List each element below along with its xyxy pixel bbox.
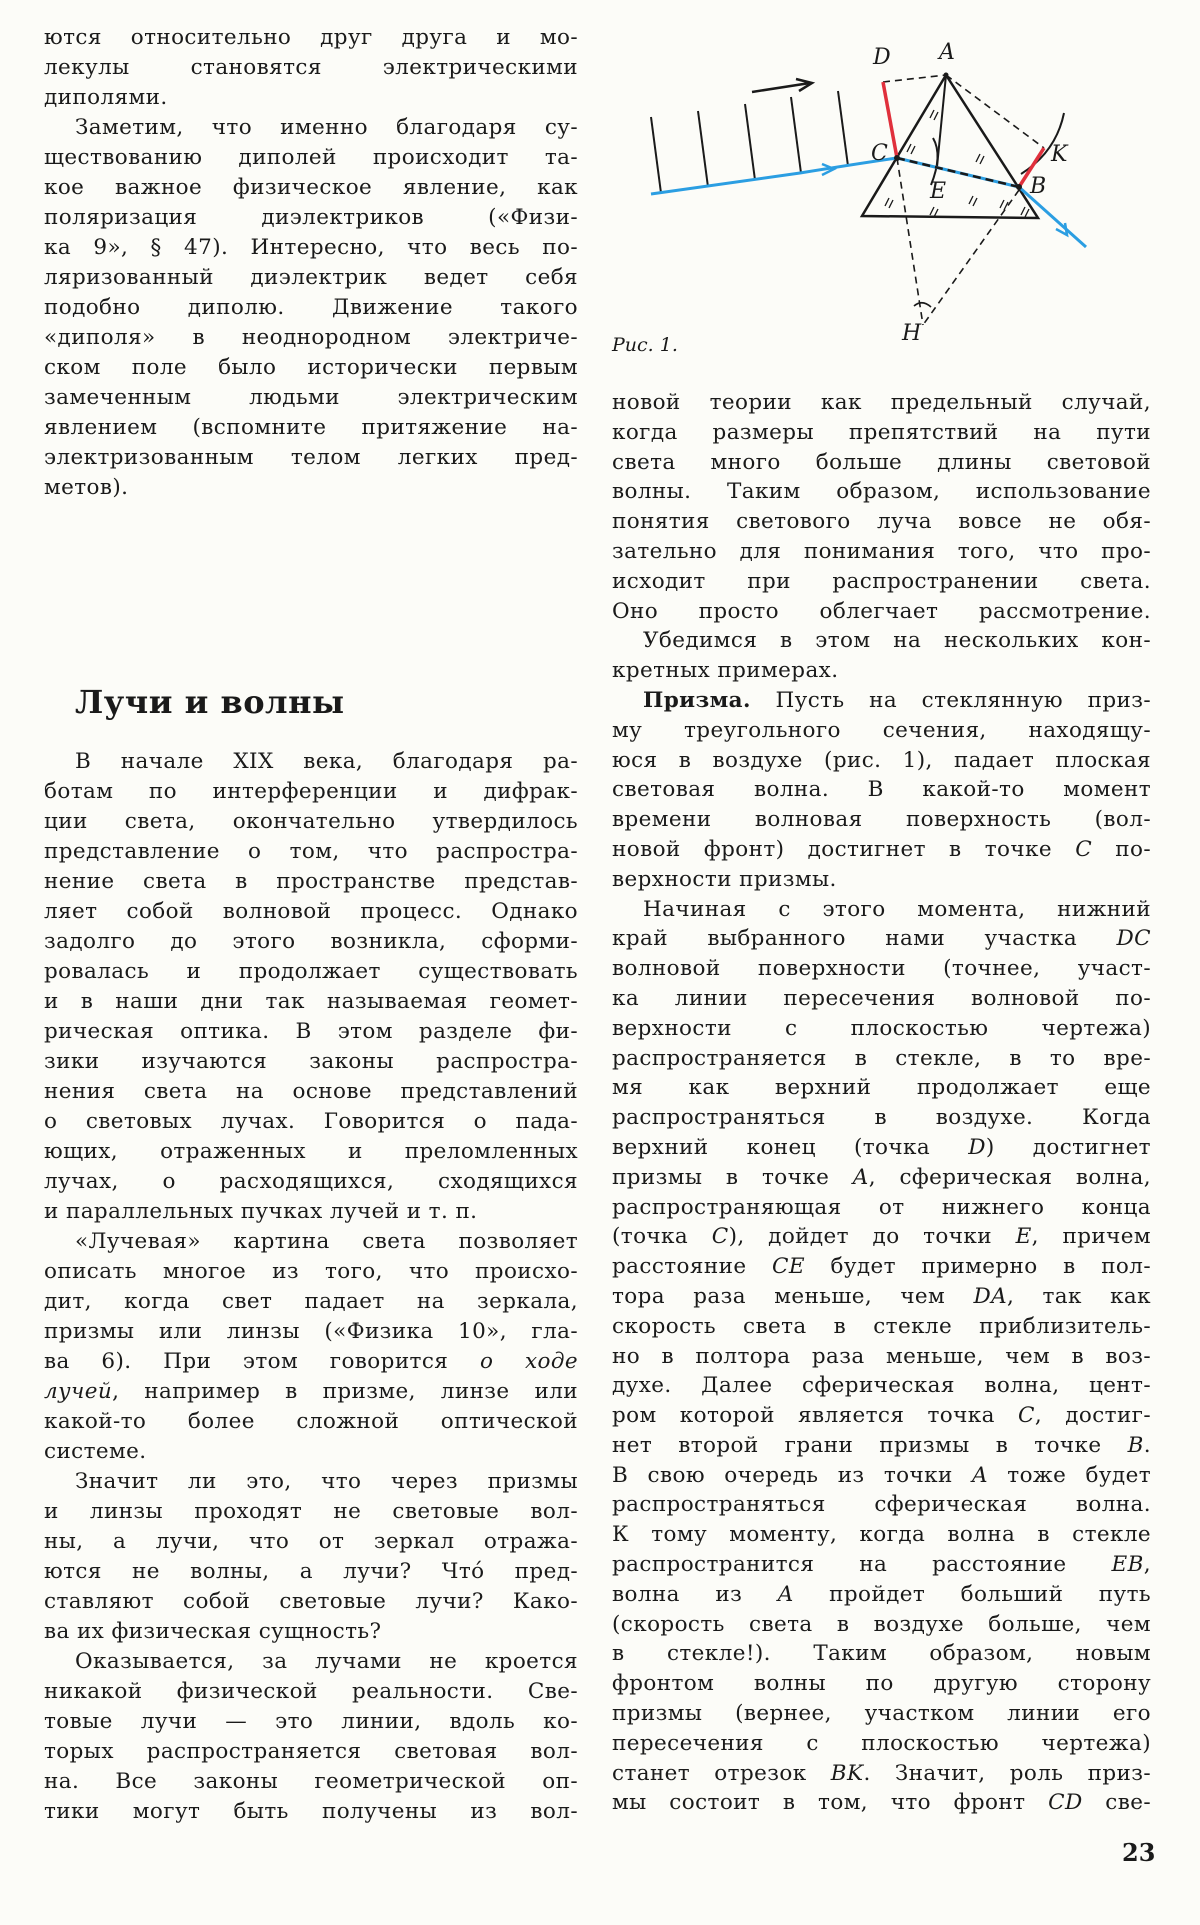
text-line: описать многое из того, что происхо- [44,1259,578,1284]
incident-ray [651,158,897,194]
italic-term: B [1127,1432,1144,1458]
paragraph [44,1227,578,1467]
text-line: лекулы становятся электрическими [44,55,578,80]
paragraph [44,747,578,1227]
text-line: волна из A пройдет больший путь [612,1581,1151,1607]
text-line: кретных примерах. [612,658,839,684]
text-line: Начиная с этого момента, нижний [643,896,1151,922]
paragraph [612,388,1151,626]
text-line: скорость света в стекле приблизитель- [612,1313,1151,1339]
italic-term: C [1075,836,1093,862]
paragraph [44,1467,578,1647]
text-line: тики могут быть получены из вол- [44,1799,578,1824]
text-line: ются не волны, а лучи? Чтó пред- [44,1559,578,1584]
paragraph [44,113,578,503]
text-line: электризованным телом легких пред- [44,445,578,470]
text-line: призмы или линзы («Физика 10», гла- [44,1319,578,1344]
text-line: К тому моменту, когда волна в стекле [612,1522,1151,1548]
text-line: на. Все законы геометрической оп- [44,1769,578,1794]
text-line: станет отрезок BK. Значит, роль приз- [612,1760,1151,1786]
text-line: Значит ли это, что через призмы [75,1469,578,1494]
text-line: ставляют собой световые лучи? Како- [44,1589,578,1614]
direction-arrow-icon [752,79,812,92]
text-line: и в наши дни так называемая геомет- [44,989,578,1014]
text-line: ва 6). При этом говорится о ходе [44,1349,578,1374]
text-line: верхности призмы. [612,866,837,892]
text-line: исходит при распространении света. [612,568,1151,594]
paragraph [612,895,1151,1819]
text-line: край выбранного нами участка DC [612,926,1151,952]
text-line: представление о том, что распростра- [44,839,578,864]
text-line: ром которой является точка C, достиг- [612,1403,1152,1429]
text-line: «диполя» в неоднородном электриче- [44,325,578,350]
text-line: ющих, отраженных и преломленных [44,1139,578,1164]
text-line: В свою очередь из точки A тоже будет [612,1462,1151,1488]
italic-term: о ходе [479,1349,578,1374]
italic-term: DA [973,1283,1008,1309]
text-line: призмы (вернее, участком линии его [612,1701,1151,1727]
text-line: фронтом волны по другую сторону [612,1671,1151,1697]
text-line: (точка C), дойдет до точки E, причем [612,1224,1151,1250]
text-line: Оказывается, за лучами не кроется [75,1649,578,1674]
dashed-line-CH [897,158,923,325]
paragraph [612,626,1151,686]
italic-term: C [1017,1403,1035,1429]
italic-term: EB [1111,1552,1144,1578]
text-line: кое важное физическое явление, как [44,175,578,200]
italic-term: BK [830,1760,864,1786]
dashed-line-AK [946,75,1044,148]
text-line: нения света на основе представлений [44,1079,578,1104]
text-line: новой теории как предельный случай, [612,390,1151,415]
text-line: Призма. Пусть на стеклянную приз- [643,687,1151,713]
text-line: пересечения с плоскостью чертежа) [612,1730,1151,1756]
text-line: ка линии пересечения волновой по- [612,985,1151,1011]
italic-term: A [777,1581,794,1607]
text-line: «Лучевая» картина света позволяет [75,1229,578,1254]
text-line: ны, а лучи, что от зеркал отража- [44,1529,578,1554]
text-line: Заметим, что именно благодаря су- [75,115,578,140]
text-line: дит, когда свет падает на зеркала, [44,1289,578,1314]
text-line: ва их физическая сущность? [44,1619,382,1644]
prism-figure [600,30,1200,370]
italic-term: D [968,1134,986,1160]
text-line: ляризованный диэлектрик ведет себя [44,265,578,290]
text-line: явлением (вспомните притяжение на- [44,415,578,440]
text-line: в стекле!). Таким образом, новым [612,1641,1151,1667]
text-line: и параллельных пучках лучей и т. п. [44,1199,478,1224]
text-line: мы состоит в том, что фронт CD све- [612,1790,1152,1816]
text-line: призмы в точке A, сферическая волна, [612,1164,1151,1190]
label-A: A [939,40,955,65]
italic-term: DC [1116,926,1151,952]
text-line: света много больше длины световой [612,449,1151,475]
wavefront-line [745,104,755,180]
text-line: торых распространяется световая вол- [44,1739,578,1764]
wavefront-line [651,117,661,193]
text-line: ляет собой волновой процесс. Однако [44,899,578,924]
text-line: подобно диполю. Движение такого [44,295,578,320]
text-line: лучах, о расходящихся, сходящихся [44,1169,578,1194]
bold-run-in-heading: Призма. [643,687,751,713]
text-line: диполями. [44,85,168,110]
italic-term: E [1015,1224,1032,1250]
italic-term: CD [1048,1790,1083,1816]
text-line: системе. [44,1439,147,1464]
dashed-line-DA [883,75,946,82]
text-line: замеченным людьми электрическим [44,385,578,410]
text-line: В начале XIX века, благодаря ра- [75,749,578,774]
text-line: юся в воздухе (рис. 1), падает плоская [612,747,1151,773]
text-line: волновой поверхности (точнее, участ- [612,956,1151,982]
text-line: световая волна. В какой-то момент [612,777,1151,803]
text-line: Убедимся в этом на нескольких кон- [643,628,1151,654]
text-line: нет второй грани призмы в точке B. [612,1432,1151,1458]
text-line: ции света, окончательно утвердилось [44,809,578,834]
text-line: распространится на расстояние EB, [612,1552,1151,1578]
italic-term: лучей [44,1379,113,1404]
text-line: ка 9», § 47). Интересно, что весь по- [44,235,578,260]
wavefront-line [698,111,708,187]
italic-term: A [852,1164,869,1190]
text-line: духе. Далее сферическая волна, цент- [612,1373,1151,1399]
text-line: товые лучи — это линии, вдоль ко- [44,1709,578,1734]
text-line: задолго до этого возникла, сформи- [44,929,578,954]
paragraph [612,686,1151,895]
text-line: какой-то более сложной оптической [44,1409,578,1434]
prism-triangle [862,75,1038,218]
label-B: B [1030,174,1047,199]
page-number: 23 [1122,1838,1156,1867]
paragraph [44,1647,578,1827]
text-line: тора раза меньше, чем DA, так как [612,1283,1151,1309]
text-line: времени волновая поверхность (вол- [612,807,1151,833]
glass-hatching [885,110,1029,217]
text-line: когда размеры препятствий на пути [612,419,1151,445]
text-line: о световых лучах. Говорится о пада- [44,1109,578,1134]
text-line: расстояние CE будет примерно в пол- [612,1254,1151,1280]
text-line: распространяться сферическая волна. [612,1492,1151,1518]
right-column-text [612,388,1151,1818]
wavefront-lines [651,91,848,193]
left-column-section-text [44,747,578,1827]
text-line: понятия светового луча вовсе не обя- [612,509,1151,535]
text-line: Оно просто облегчает рассмотрение. [612,598,1151,624]
angle-arc-H [914,303,931,307]
label-K: K [1051,142,1068,167]
text-line: новой фронт) достигнет в точке C по- [612,836,1151,862]
text-line: но в полтора раза меньше, чем в воз- [612,1343,1151,1369]
figure-caption: Рис. 1. [612,334,678,356]
text-line: ются относительно друг друга и мо- [44,25,578,50]
italic-term: C [711,1224,729,1250]
text-line: и линзы проходят не световые вол- [44,1499,578,1524]
left-column-top-text [44,23,578,503]
text-line: ском поле было исторически первым [44,355,578,380]
text-line: зательно для понимания того, что про- [612,538,1151,564]
text-line: распространяться в воздухе. Когда [612,1105,1151,1131]
text-line: распространяется в стекле, в то вре- [612,1045,1151,1071]
label-C: C [871,141,888,166]
text-line: никакой физической реальности. Све- [44,1679,578,1704]
text-line: лучей, например в призме, линзе или [44,1379,578,1404]
text-line: верхний конец (точка D) достигнет [612,1134,1151,1160]
text-line: волны. Таким образом, использование [612,479,1151,505]
text-line: рическая оптика. В этом разделе фи- [44,1019,578,1044]
text-line: ботам по интерференции и дифрак- [44,779,578,804]
text-line: ровалась и продолжает существовать [44,959,578,984]
text-line: нение света в пространстве представ- [44,869,578,894]
label-E: E [930,179,947,204]
text-line: распространяющая от нижнего конца [612,1194,1151,1220]
text-line: поляризация диэлектриков («Физи- [44,205,578,230]
text-line: му треугольного сечения, находящу- [612,717,1151,743]
wavefront-line [838,91,848,166]
text-line: метов). [44,475,129,500]
label-D: D [873,45,891,70]
section-heading: Лучи и волны [75,683,345,721]
text-line: (скорость света в воздухе больше, чем [612,1611,1151,1637]
italic-term: A [972,1462,988,1488]
text-line: зики изучаются законы распростра- [44,1049,578,1074]
label-H: H [902,321,922,346]
italic-term: CE [772,1254,805,1280]
text-line: мя как верхний продолжает еще [612,1075,1151,1101]
arc-E [931,138,938,185]
text-line: верхности с плоскостью чертежа) [612,1015,1151,1041]
text-line: ществованию диполей происходит та- [44,145,578,170]
paragraph [44,23,578,113]
wavefront-line [791,97,801,173]
construction-lines [883,75,1047,325]
